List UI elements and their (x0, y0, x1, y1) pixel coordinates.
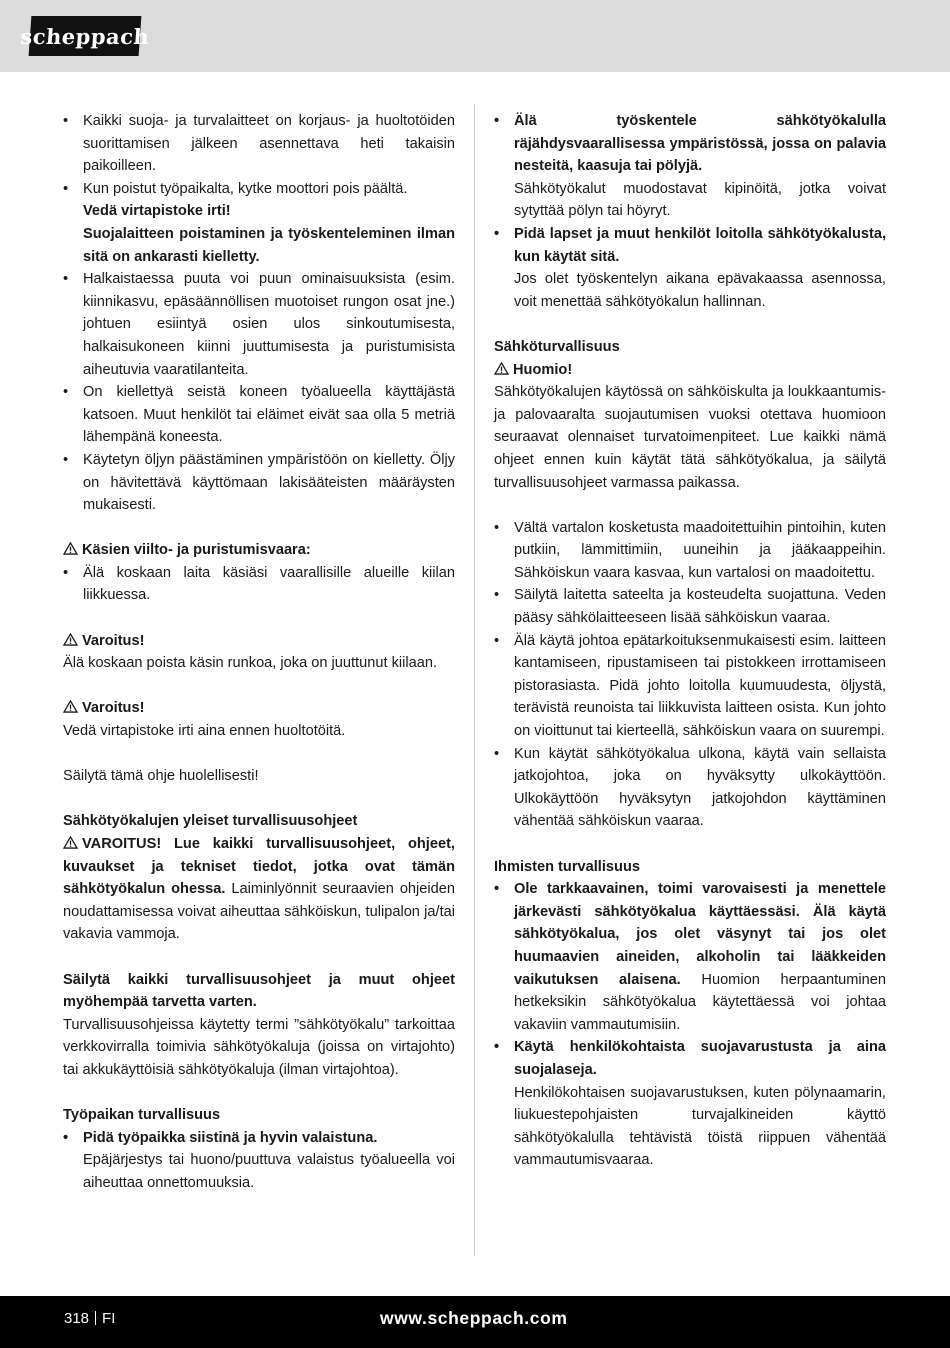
list-item (494, 223, 886, 313)
list-item (494, 743, 886, 833)
list-item (494, 584, 886, 629)
list-item (494, 878, 886, 1036)
page-separator (95, 1311, 96, 1325)
warning-text: Sähkötyökalujen käytössä on sähköiskulta ja loukkaantumis- ja palovaaralta suojautumisen vuoksi otettava huomioon seuraavat olennaiset turvatoimenpiteet. Lue kaikki nämä ohjeet ennen kuin käytät tätä sähkötyökalua, ja säilytä turvallisuusohjeet varmassa paikassa. (494, 384, 886, 491)
list-item-text: Halkaistaessa puuta voi puun ominaisuuksista (esim. kiinnikasvu, epäsäännöllisen muotoiset rungon osat jne.) johtuen esiintyä osien ulos sinkoutumisesta, halkaisukoneen kiinni juuttumisesta ja puristumisista aiheutuvia vaaratilanteita. (83, 271, 455, 378)
warning-heading: Varoitus! (63, 630, 455, 653)
bullet-icon: • (494, 881, 500, 898)
warning-heading: Käsien viilto- ja puristumisvaara: (63, 539, 455, 562)
section-heading: Sähköturvallisuus (494, 338, 620, 355)
list-item (63, 562, 455, 607)
list-item-text: Vältä vartalon kosketusta maadoitettuihin pintoihin, kuten putkiin, lämmittimiin, uuneihin ja jääkaappeihin. Sähköiskun vaara kasvaa, kun vartalosi on maadoitettu. (514, 519, 886, 581)
list-item-text: Käytetyn öljyn päästäminen ympäristöön on kielletty. Öljy on hävitettävä käyttömaan lakisääteisten määräysten mukaisesti. (83, 451, 455, 514)
keep-all-text: Turvallisuusohjeissa käytetty termi ”sähkötyökalu” tarkoittaa verkkovirralla toimivia sähkötyökaluja (joissa on virtajohto) tai akkukäyttöisiä sähkötyökaluja (ilman virtajohtoa). (63, 1016, 455, 1078)
bullet-icon: • (63, 180, 69, 197)
list-item-bold: Suojalaitteen poistaminen ja työskenteleminen ilman sitä on ankarasti kielletty. (83, 225, 455, 265)
list-item-text: Säilytä laitetta sateelta ja kosteudelta suojattuna. Veden pääsy sähkölaitteeseen lisää sähköiskun vaaraa. (514, 587, 886, 627)
list-item (63, 268, 455, 381)
bullet-icon: • (63, 271, 69, 288)
bullet-icon: • (494, 113, 500, 129)
list-item (63, 178, 455, 268)
list-item (63, 449, 455, 517)
list-item (494, 1036, 886, 1172)
bullet-icon: • (494, 519, 500, 536)
list-item-bold: Ole tarkkaavainen, toimi varovaisesti ja menettele järkevästi sähkötyökalua käyttäessäsi. Älä käytä sähkötyökalua, jos olet väsynyt tai jos olet huumaavien aineiden, alkoholin tai lääkkeiden vaikutuksen alaisena. (514, 881, 886, 988)
keep-instructions-text: Säilytä tämä ohje huolellisesti! (63, 768, 259, 785)
list-item-text: Kun poistut työpaikalta, kytke moottori pois päältä. (83, 180, 408, 197)
keep-all-heading: Säilytä kaikki turvallisuusohjeet ja muut ohjeet myöhempää tarvetta varten. (63, 971, 455, 1011)
list-item-bold: Pidä työpaikka siistinä ja hyvin valaistuna. (83, 1129, 378, 1146)
bullet-icon: • (63, 1129, 69, 1146)
bullet-icon: • (494, 587, 500, 604)
warning-triangle-icon (494, 362, 509, 375)
list-item (494, 110, 886, 223)
column-divider (474, 104, 475, 1256)
warning-triangle-icon (63, 542, 78, 555)
list-item-text: Huomion herpaantuminen hetkeksikin sähkötyökalua käytettäessä voi johtaa vakaviin vammautumisiin. (514, 971, 886, 1033)
list-item-text: Jos olet työskentelyn aikana epävakaassa asennossa, voit menettää sähkötyökalun hallinnan. (514, 271, 886, 310)
list-item-bold: Käytä henkilökohtaista suojavarustusta ja aina suojalaseja. (514, 1039, 886, 1078)
section-heading: Työpaikan turvallisuus (63, 1107, 221, 1124)
right-column (494, 110, 886, 1172)
warning-heading: Huomio! (494, 359, 886, 382)
left-column (63, 110, 455, 1195)
warning-text: Älä koskaan poista käsin runkoa, joka on juuttunut kiilaan. (63, 655, 437, 672)
bullet-icon: • (494, 1039, 500, 1056)
bullet-icon: • (63, 451, 69, 468)
section-heading: Sähkötyökalujen yleiset turvallisuusohjeet (63, 813, 358, 830)
list-item (494, 630, 886, 743)
list-item (63, 381, 455, 449)
page-footer (0, 1296, 950, 1348)
page-number: 318 FI (64, 1310, 116, 1327)
bullet-icon: • (494, 225, 500, 242)
list-item-text: On kiellettyä seistä koneen työalueella käyttäjästä katsoen. Muut henkilöt tai eläimet eivät saa olla 5 metriä lähempänä koneesta. (83, 384, 455, 446)
warning-triangle-icon (63, 700, 78, 713)
warning-text: Vedä virtapistoke irti aina ennen huoltotöitä. (63, 723, 346, 740)
list-item-text: Älä koskaan laita käsiäsi vaarallisille alueille kiilan liikkuessa. (83, 564, 455, 604)
section-heading: Ihmisten turvallisuus (494, 858, 640, 875)
list-item-text: Sähkötyökalut muodostavat kipinöitä, jotka voivat sytyttää pölyn tai höyryt. (514, 180, 886, 220)
website-link[interactable]: www.scheppach.com (380, 1308, 568, 1328)
list-item-text: Henkilökohtaisen suojavarustuksen, kuten pölynaamarin, liukuestepohjaisten turvajalkineiden käyttö sähkötyökalulla tehtävistä töistä riippuen vähentää vammautumisvaaraa. (514, 1084, 886, 1169)
bullet-icon: • (63, 384, 69, 401)
bullet-icon: • (494, 632, 500, 649)
bullet-icon: • (63, 113, 69, 129)
list-item (63, 110, 455, 178)
list-item-text: Älä käytä johtoa epätarkoituksenmukaisesti esim. laitteen kantamiseen, ripustamiseen tai pistokkeen irrottamiseen pistorasiasta. Pidä johto loitolla kuumuudesta, öljystä, terävistä reunoista tai liikkuvista laitteen osista. Kun johto on vioittunut tai kierteellä, sähköiskun vaara on suurempi. (514, 632, 886, 740)
general-warning-paragraph: VAROITUS! Lue kaikki turvallisuusohjeet, ohjeet, kuvaukset ja tekniset tiedot, jotka ovat tämän sähkötyökalun ohessa. Laiminlyönnit seuraavien ohjeiden noudattamisessa voivat aiheuttaa sähköiskun, tulipalon ja/tai vakavia vammoja. (63, 836, 455, 943)
warning-heading: Varoitus! (63, 697, 455, 720)
bullet-icon: • (494, 745, 500, 762)
list-item-text: Kun käytät sähkötyökalua ulkona, käytä vain sellaista jatkojohtoa, joka on hyväksytty ulkokäyttöön. Ulkokäyttöön hyväksytyn jatkojohdon käyttäminen vähentää sähköiskun vaaraa. (514, 745, 886, 830)
list-item-text: Kaikki suoja- ja turvalaitteet on korjaus- ja huoltotöiden suorittamisen jälkeen asennettava heti takaisin paikoilleen. (83, 113, 455, 175)
warning-triangle-icon (63, 633, 78, 646)
list-item-bold: Älä työskentele sähkötyökalulla räjähdysvaarallisessa ympäristössä, jossa on palavia nesteitä, kaasuja tai pölyjä. (514, 113, 886, 175)
list-item-bold: Pidä lapset ja muut henkilöt loitolla sähkötyökalusta, kun käytät sitä. (514, 225, 886, 265)
bullet-icon: • (63, 564, 69, 581)
list-item (494, 517, 886, 585)
warning-triangle-icon (63, 836, 78, 849)
scheppach-logo: scheppach (29, 16, 142, 56)
page-header (0, 0, 950, 72)
list-item-bold: Vedä virtapistoke irti! (83, 203, 231, 220)
list-item-text: Epäjärjestys tai huono/puuttuva valaistus työalueella voi aiheuttaa onnettomuuksia. (83, 1152, 455, 1191)
list-item (63, 1127, 455, 1195)
